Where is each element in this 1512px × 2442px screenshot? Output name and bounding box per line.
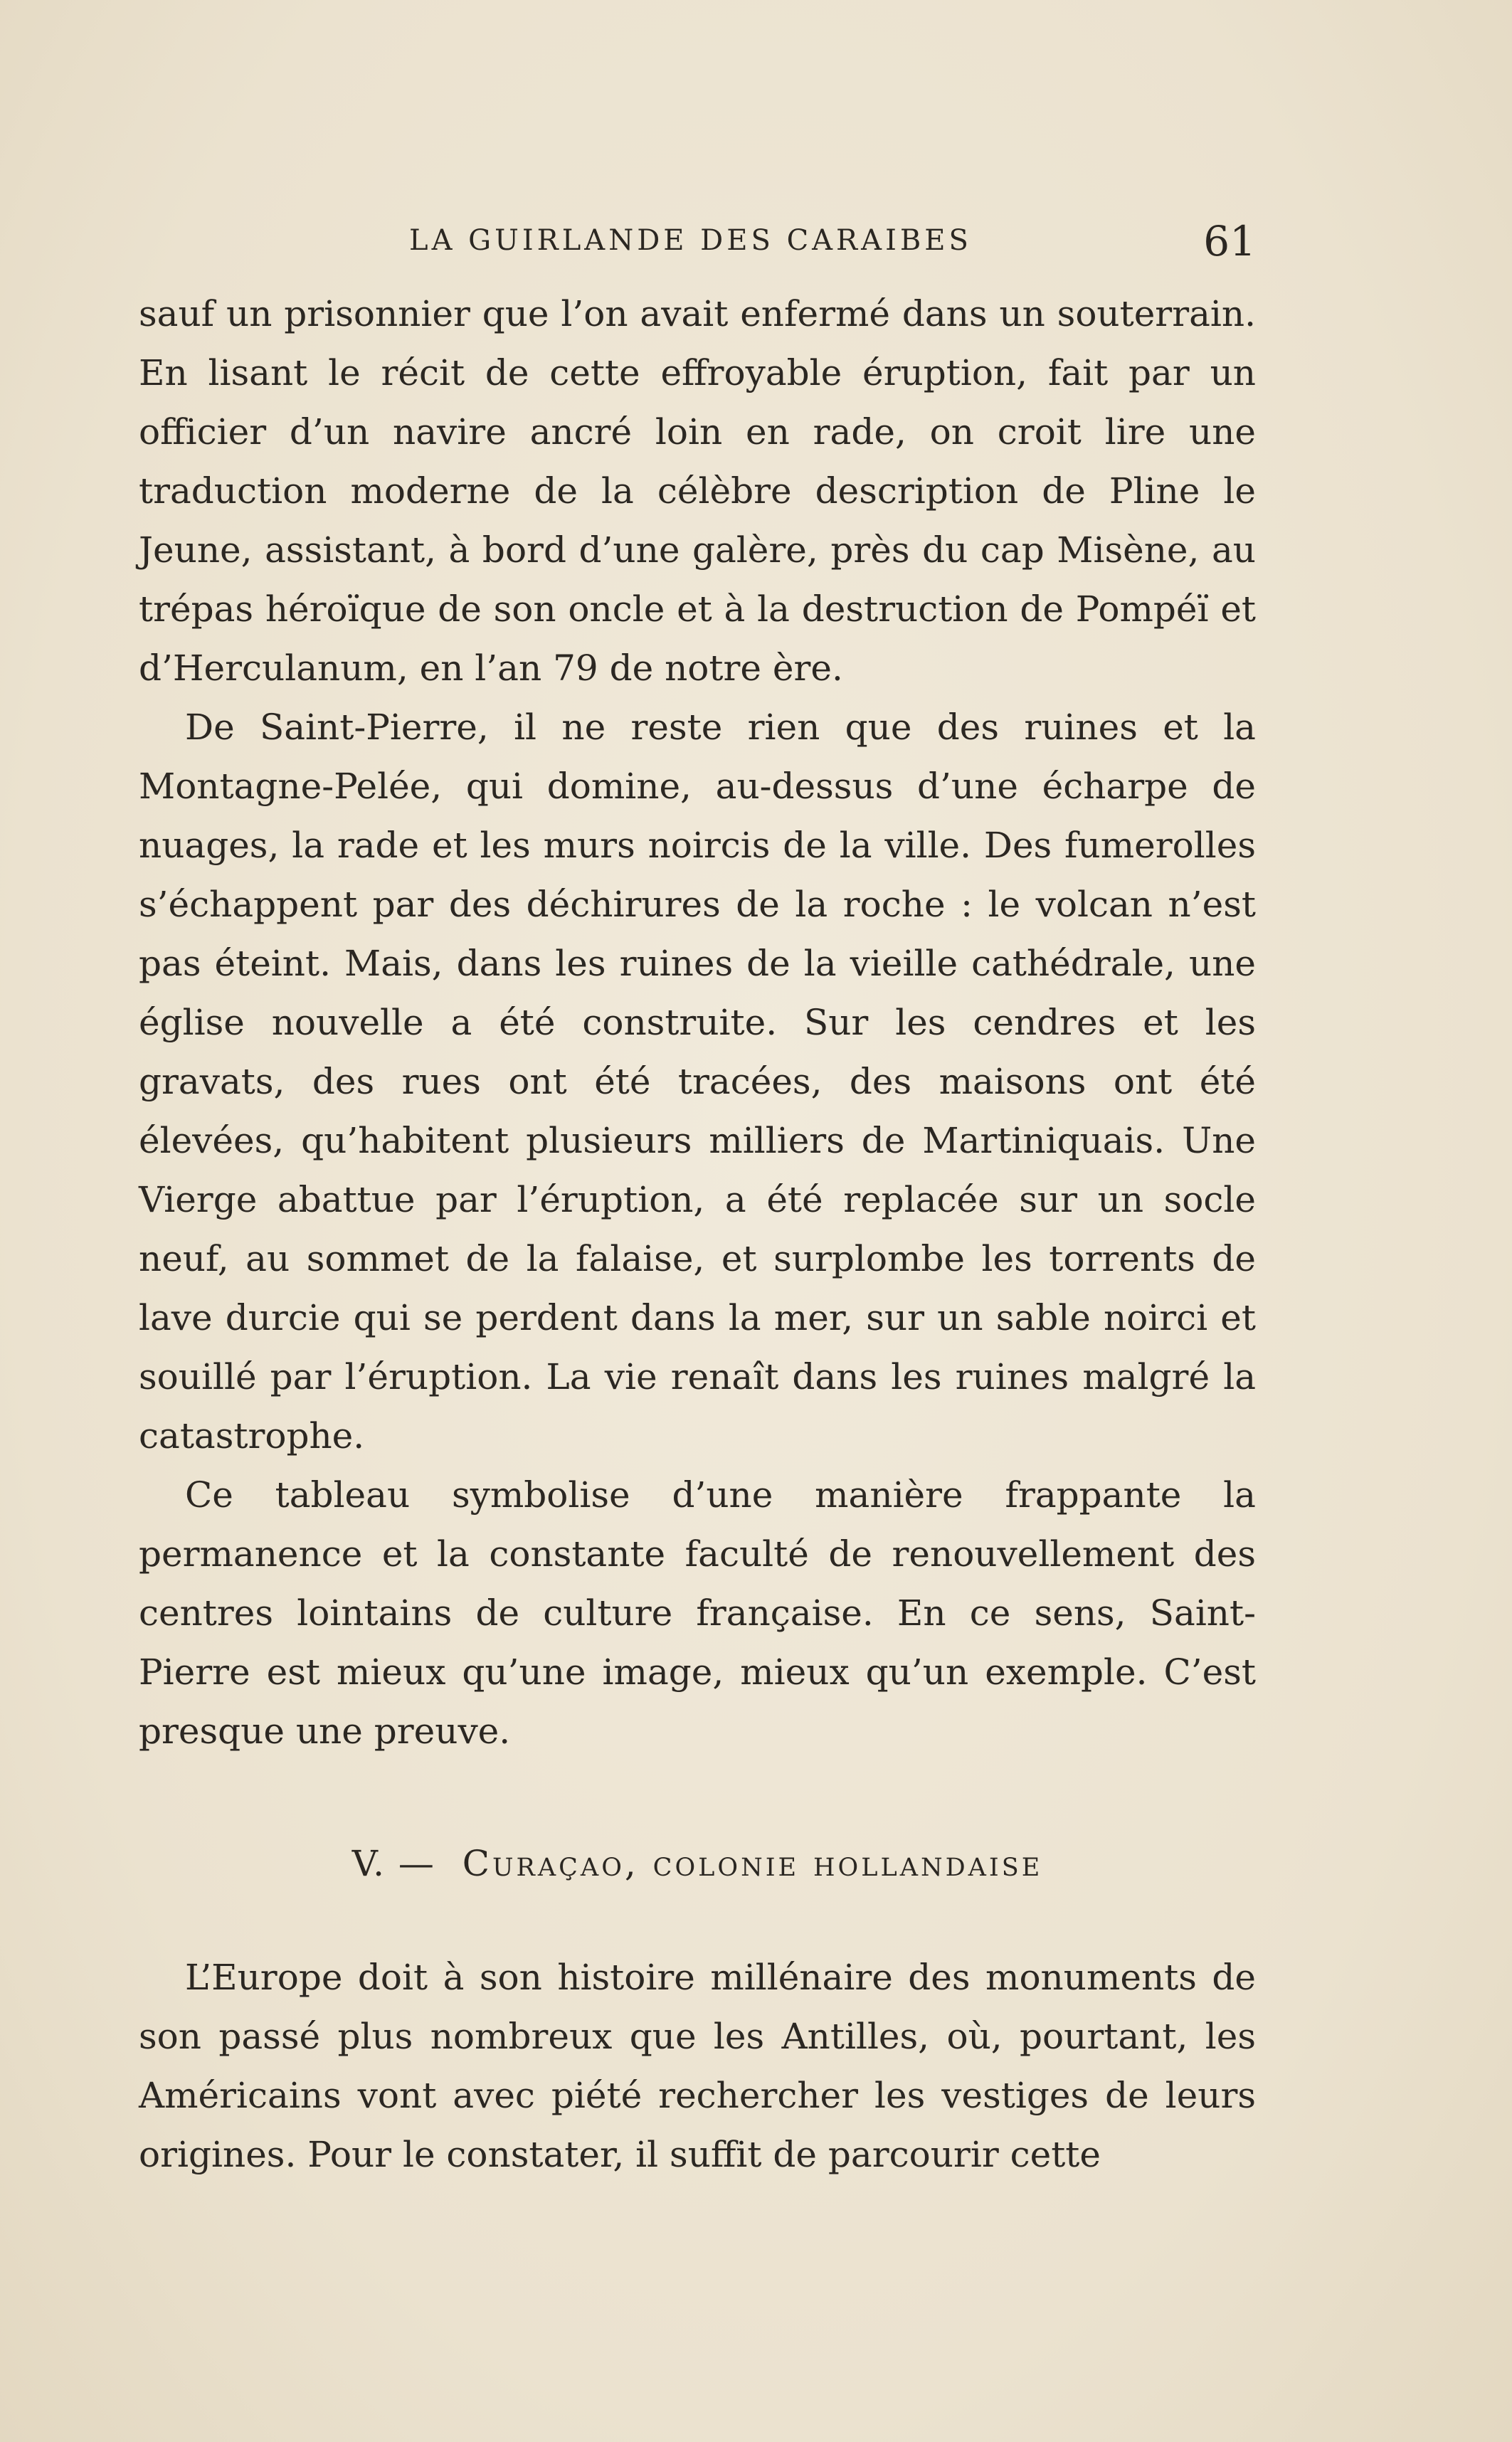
running-head-title: LA GUIRLANDE DES CARAIBES <box>409 224 972 257</box>
page-number: 61 <box>1203 217 1256 265</box>
paragraph: Ce tableau symbolise d’une manière frappante la permanence et la constante faculté de renouvellement des centres lointains de culture française. En ce sens, Saint-Pierre est mieux qu’une image, mieux qu’un exemple. C’est presque une preuve. <box>139 1474 1256 1752</box>
paragraph: sauf un prisonnier que l’on avait enfermé dans un souterrain. En lisant le récit de cette effroyable éruption, fait par un officier d’un navire ancré loin en rade, on croit lire une traduction moderne de la célèbre description de Pline le Jeune, assistant, à bord d’une galère, près du cap Misène, au trépas héroïque de son oncle et à la destruction de Pompéï et d’Herculanum, en l’an 79 de notre ère. <box>139 293 1256 689</box>
paragraph: De Saint-Pierre, il ne reste rien que des ruines et la Montagne-Pelée, qui domine, au-dessus d’une écharpe de nuages, la rade et les murs noircis de la ville. Des fumerolles s’échappent par des déchirures de la roche : le volcan n’est pas éteint. Mais, dans les ruines de la vieille cathédrale, une église nouvelle a été construite. Sur les cendres et les gravats, des rues ont été tracées, des maisons ont été élevées, qu’habitent plusieurs milliers de Martiniquais. Une Vierge abattue par l’éruption, a été replacée sur un socle neuf, au sommet de la falaise, et surplombe les torrents de lave durcie qui se perdent dans la mer, sur un sable noirci et souillé par l’éruption. La vie renaît dans les ruines malgré la catastrophe. <box>139 707 1256 1457</box>
section-title: Curaçao, colonie hollandaise <box>462 1843 1043 1884</box>
paragraph: L’Europe doit à son histoire millénaire des monuments de son passé plus nombreux que les Antilles, où, pourtant, les Américains vont avec piété rechercher les vestiges de leurs origines. Pour le constater, il suffit de parcourir cette <box>139 1957 1256 2175</box>
section-heading <box>139 1843 1256 1884</box>
body-text <box>139 285 1256 1761</box>
section-body-text <box>139 1948 1256 2184</box>
section-number: V. — <box>351 1843 435 1884</box>
running-head <box>139 217 1256 267</box>
